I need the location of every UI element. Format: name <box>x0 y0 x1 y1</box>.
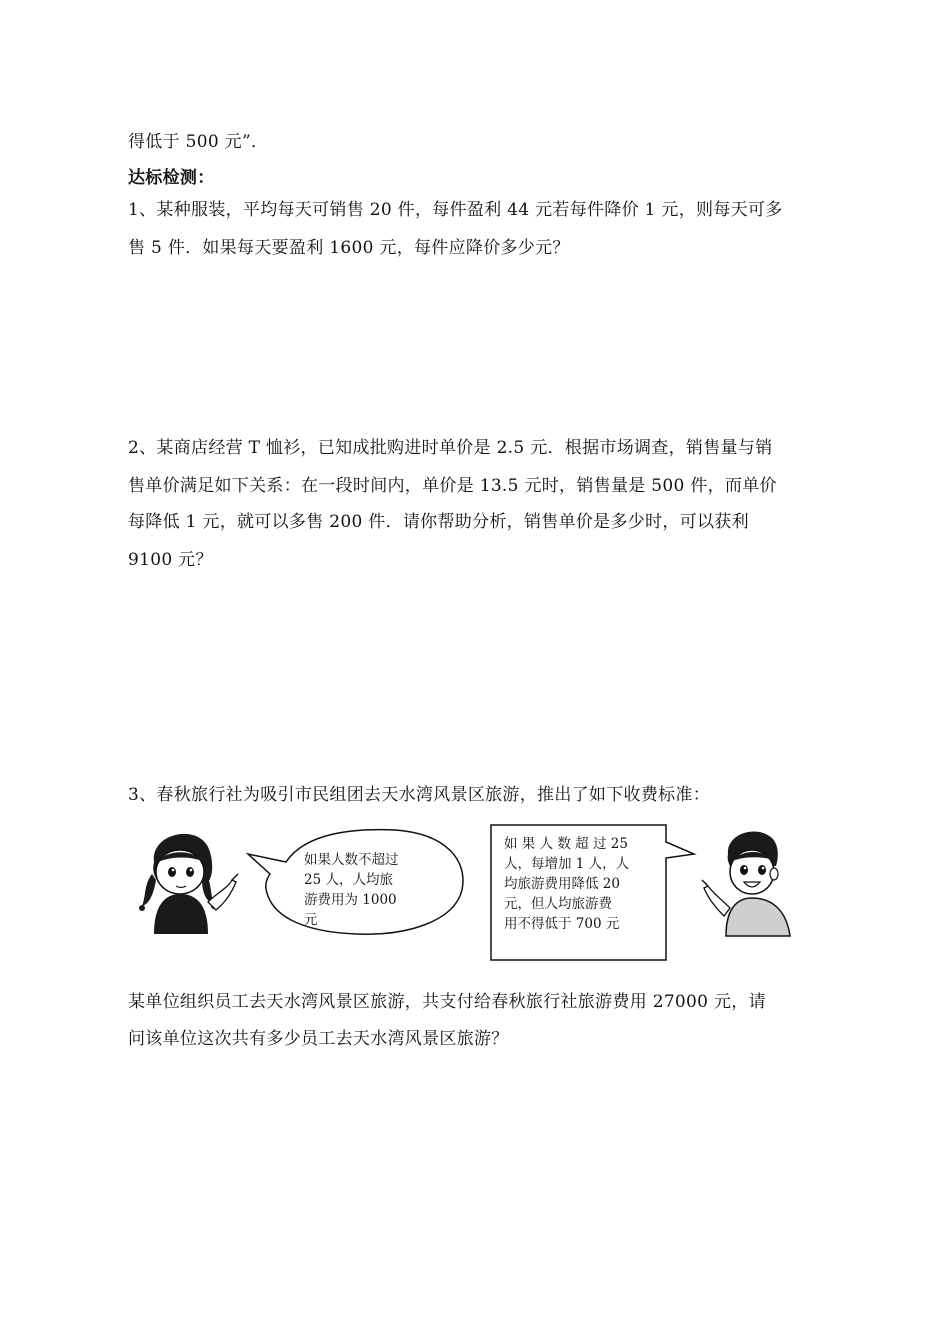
top-fragment: 得低于 500 元”． <box>128 132 269 152</box>
right-box-line3: 均旅游费用降低 20 <box>504 876 620 892</box>
right-box-line5: 用不得低于 700 元 <box>504 916 620 932</box>
right-box-line1: 如 果 人 数 超 过 25 <box>504 836 628 852</box>
left-bubble-line3: 游费用为 1000 <box>304 892 397 908</box>
right-box-line4: 元，但人均旅游费 <box>504 896 612 912</box>
left-bubble-line4: 元 <box>304 912 318 928</box>
left-bubble-line1: 如果人数不超过 <box>304 852 399 868</box>
problem2-line4: 9100 元？ <box>128 550 213 570</box>
left-bubble-line2: 25 人，人均旅 <box>304 872 393 888</box>
girl-illustration <box>132 822 244 934</box>
problem3-question-line2: 问该单位这次共有多少员工去天水湾风景区旅游？ <box>128 1029 509 1049</box>
right-box-line2: 人，每增加 1 人，人 <box>504 856 630 872</box>
problem2-line3: 每降低 1 元，就可以多售 200 件．请你帮助分析，销售单价是多少时，可以获利 <box>128 512 749 532</box>
problem1-line1: 1、某种服装，平均每天可销售 20 件，每件盈利 44 元若每件降价 1 元，则每天可多 <box>128 200 783 220</box>
problem3-question-line1: 某单位组织员工去天水湾风景区旅游，共支付给春秋旅行社旅游费用 27000 元，请 <box>128 992 766 1012</box>
problem2-line2: 售单价满足如下关系：在一段时间内，单价是 13.5 元时，销售量是 500 件，而单价 <box>128 476 777 496</box>
problem3-intro: 3、春秋旅行社为吸引市民组团去天水湾风景区旅游，推出了如下收费标准： <box>128 785 711 805</box>
problem1-line2: 售 5 件．如果每天要盈利 1600 元，每件应降价多少元？ <box>128 238 570 258</box>
section-title: 达标检测： <box>128 168 215 188</box>
problem2-line1: 2、某商店经营 T 恤衫，已知成批购进时单价是 2.5 元．根据市场调查，销售量与销 <box>128 438 773 458</box>
boy-illustration <box>700 824 800 936</box>
